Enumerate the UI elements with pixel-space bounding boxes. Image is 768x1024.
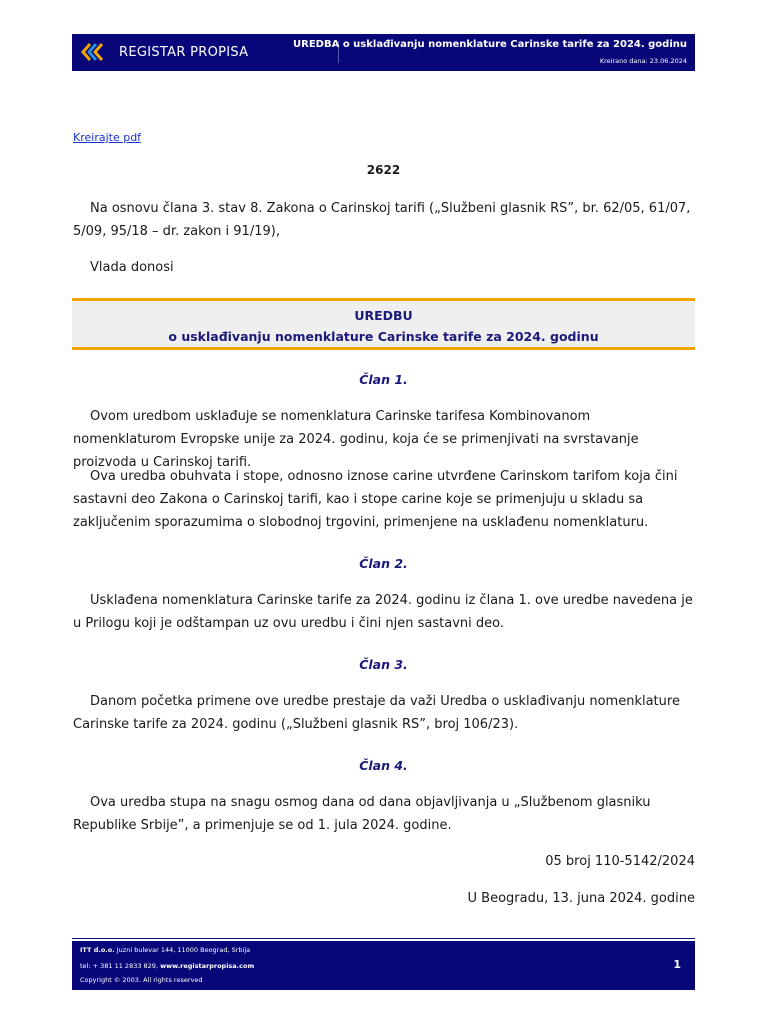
footer-tel: tel: + 381 11 2833 829, [80, 962, 161, 970]
decree-subtitle: o usklađivanju nomenklature Carinske tarife za 2024. godinu [168, 329, 599, 344]
footer-company: ITT d.o.o. [80, 946, 115, 954]
vlada-paragraph: Vlada donosi [90, 260, 174, 275]
footer-copyright: Copyright © 2003. All rights reserved [80, 976, 203, 984]
decree-title: UREDBU [354, 308, 413, 323]
footer-divider [72, 938, 695, 939]
intro-paragraph: Na osnovu člana 3. stav 8. Zakona o Carinskoj tarifi („Službeni glasnik RS”, br. 62/05, 61/07, 5/09, 95/18 – dr. zakon i 91/19), [73, 201, 691, 239]
article-4-paragraph-1: Ova uredba stupa na snagu osmog dana od dana objavljivanja u „Službenom glasniku Republike Srbije”, a primenjuje se od 1. jula 2024. godine. [73, 795, 651, 833]
decree-title-banner [72, 298, 695, 350]
footer-address: Juzni bulevar 144, 11000 Beograd, Srbija [114, 946, 251, 954]
footer-contact-line [80, 962, 254, 970]
footer-address-line [80, 946, 250, 954]
footer-website[interactable]: www.registarpropisa.com [160, 962, 255, 970]
article-3-paragraph-1: Danom početka primene ove uredbe prestaje da važi Uredba o usklađivanju nomenklature Carinske tarife za 2024. godinu („Službeni glasnik RS”, broj 106/23). [73, 694, 680, 732]
chevron-arrows-logo [80, 41, 108, 63]
place-and-date: U Beogradu, 13. juna 2024. godine [467, 891, 695, 906]
document-number: 2622 [366, 163, 401, 177]
article-1-paragraph-1: Ovom uredbom usklađuje se nomenklatura Carinske tarifesa Kombinovanom nomenklaturom Evropske unije za 2024. godinu, koja će se primenjivati na svrstavanje proizvoda u Carinskoj tarifi. [73, 409, 639, 470]
reference-number: 05 broj 110-5142/2024 [545, 854, 695, 869]
article-1-paragraph-2: Ova uredba obuhvata i stope, odnosno iznose carine utvrđene Carinskom tarifom koja čini sastavni deo Zakona o Carinskoj tarifi, kao i stope carine koje se primenjuju u skladu sa zaključenim sporazumima o slobodnoj trgovini, primenjene na usklađenu nomenklaturu. [73, 469, 678, 530]
create-pdf-link[interactable]: Kreirajte pdf [73, 131, 142, 144]
article-2-paragraph-1: Usklađena nomenklatura Carinske tarife za 2024. godinu iz člana 1. ove uredbe navedena je u Prilogu koji je odštampan uz ovu uredbu i čini njen sastavni deo. [73, 593, 693, 631]
article-1-heading: Član 1. [359, 372, 408, 387]
article-2-heading: Član 2. [359, 556, 408, 571]
document-title: UREDBA o usklađivanju nomenklature Carinske tarife za 2024. godinu [293, 39, 687, 50]
created-date: Kreirano dana: 23.06.2024 [599, 57, 687, 65]
page-number: 1 [673, 958, 681, 971]
page-header [72, 34, 695, 71]
article-3-heading: Član 3. [359, 657, 408, 672]
brand-name: REGISTAR PROPISA [119, 45, 249, 60]
page-footer [72, 941, 695, 990]
article-4-heading: Član 4. [359, 758, 408, 773]
